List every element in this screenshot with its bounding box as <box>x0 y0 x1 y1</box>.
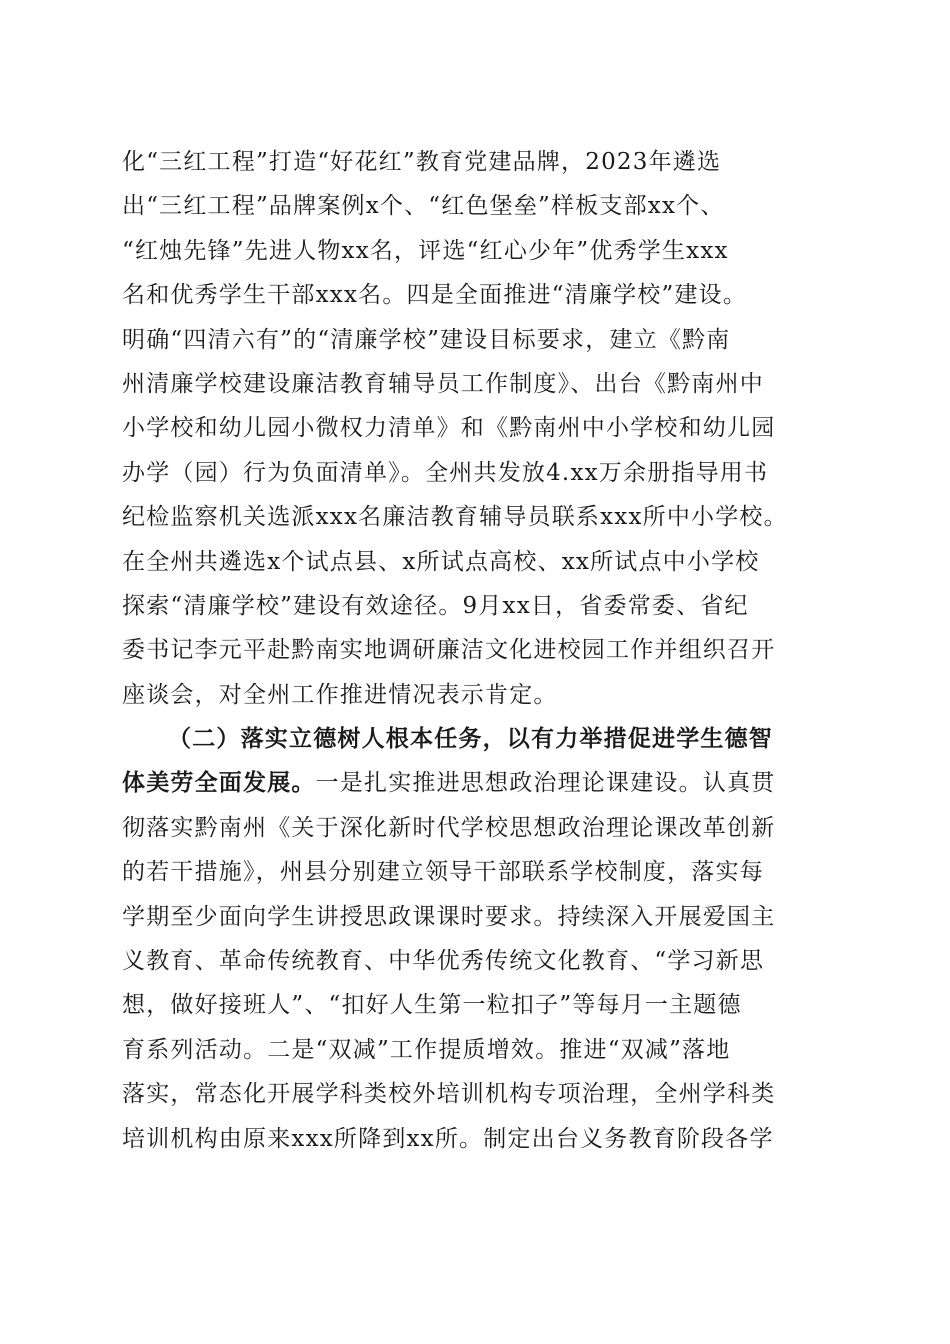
text-line: 明确“四清六有”的“清廉学校”建设目标要求，建立《黔南 <box>122 326 731 353</box>
text-line: 州清廉学校建设廉洁教育辅导员工作制度》、出台《黔南州中 <box>122 370 764 397</box>
text-line: 培训机构由原来xxx所降到xx所。制定出台义务教育阶段各学 <box>122 1125 774 1152</box>
text-line: 纪检监察机关选派xxx名廉洁教育辅导员联系xxx所中小学校。 <box>122 504 788 531</box>
text-line: 彻落实黔南州《关于深化新时代学校思想政治理论课改革创新 <box>122 814 776 841</box>
text-line: 小学校和幼儿园小微权力清单》和《黔南州中小学校和幼儿园 <box>122 415 776 442</box>
text-line: 出“三红工程”品牌案例x个、“红色堡垒”样板支部xx个、 <box>122 193 725 220</box>
section-heading-end: 体美劳全面发展。 <box>122 769 316 797</box>
text-line: “红烛先锋”先进人物xx名，评选“红心少年”优秀学生xxx <box>122 237 729 264</box>
text-line: 名和优秀学生干部xxx名。四是全面推进“清廉学校”建设。 <box>122 282 748 309</box>
text-line: 想，做好接班人”、“扣好人生第一粒扣子”等每月一主题德 <box>122 992 742 1019</box>
text-line: 义教育、革命传统教育、中华优秀传统文化教育、“学习新思 <box>122 948 765 975</box>
text-line: 探索“清廉学校”建设有效途径。9月xx日，省委常委、省纪 <box>122 592 749 619</box>
text-line: 落实，常态化开展学科类校外培训机构专项治理，全州学科类 <box>122 1081 776 1108</box>
text-run: 一是扎实推进思想政治理论课建设。认真贯 <box>315 770 776 797</box>
body-text <box>122 140 832 1161</box>
section-heading-continuation <box>122 761 832 805</box>
section-heading: （二）落实立德树人根本任务，以有力举措促进学生德智 <box>168 725 773 753</box>
text-line: 委书记李元平赴黔南实地调研廉洁文化进校园工作并组织召开 <box>122 637 776 664</box>
text-line: 办学（园）行为负面清单》。全州共发放4.xx万余册指导用书 <box>122 459 769 486</box>
text-line: 的若干措施》，州县分别建立领导干部联系学校制度，落实每 <box>122 859 764 886</box>
text-line: 育系列活动。二是“双减”工作提质增效。推进“双减”落地 <box>122 1036 731 1063</box>
text-line: 座谈会，对全州工作推进情况表示肯定。 <box>122 681 558 708</box>
text-line: 化“三红工程”打造“好花红”教育党建品牌，2023年遴选 <box>122 149 722 175</box>
text-line: 在全州共遴选x个试点县、x所试点高校、xx所试点中小学校 <box>122 548 760 575</box>
text-line: 学期至少面向学生讲授思政课课时要求。持续深入开展爱国主 <box>122 903 776 930</box>
